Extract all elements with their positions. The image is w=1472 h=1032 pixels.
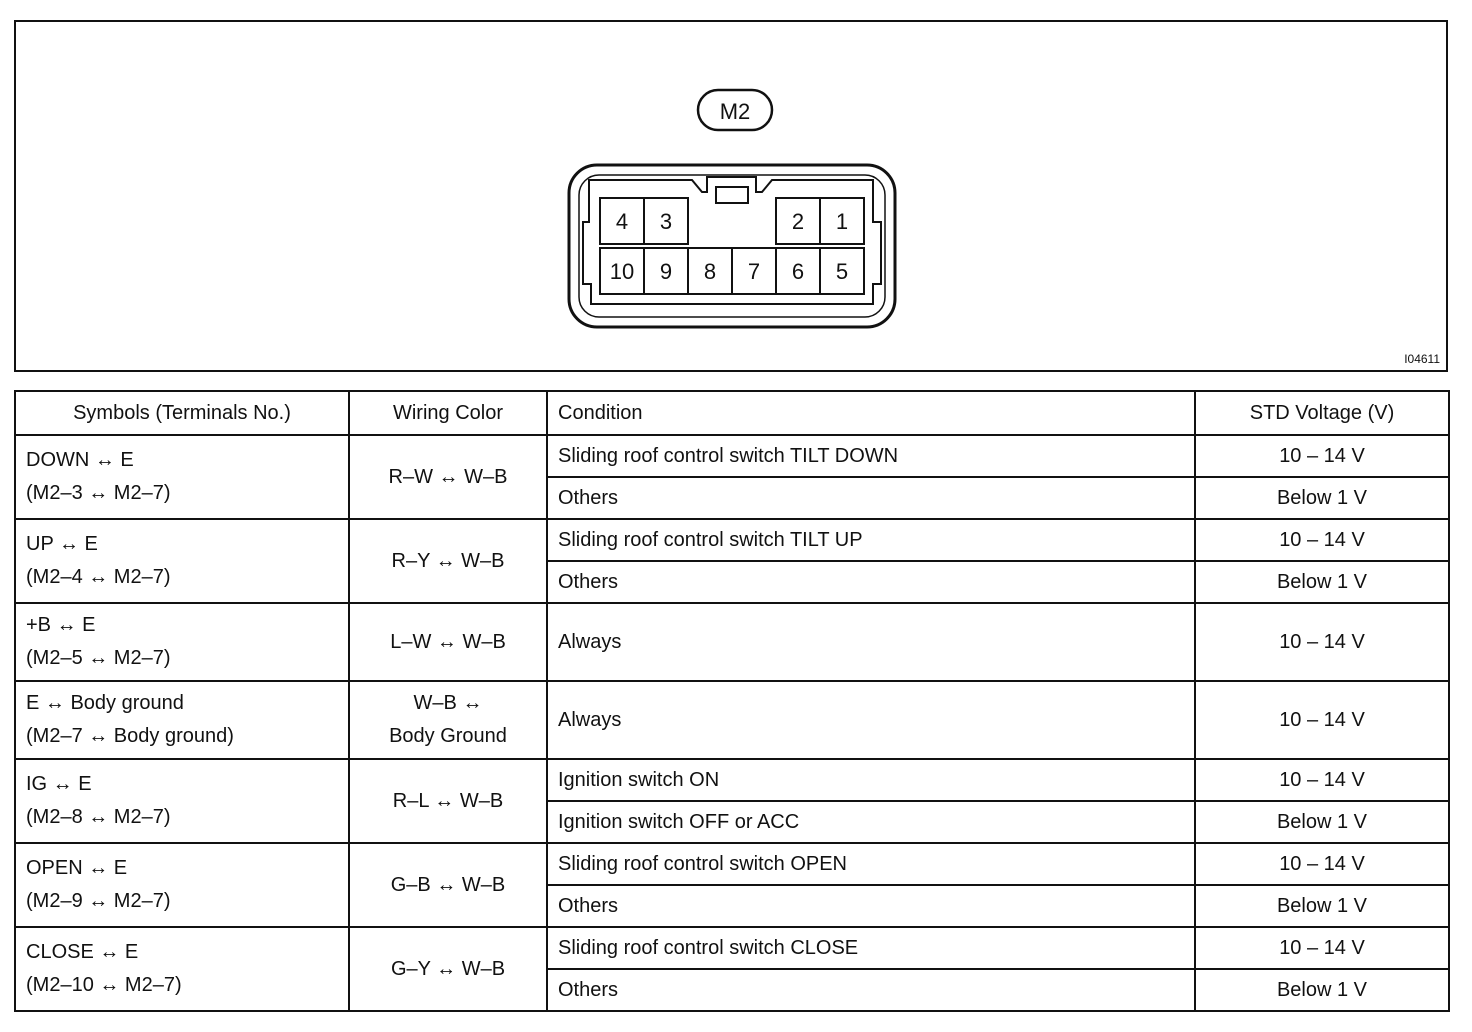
- std-voltage-cell: 10 – 14 V: [1195, 681, 1449, 759]
- condition-cell: Others: [547, 885, 1195, 927]
- condition-cell: Sliding roof control switch OPEN: [547, 843, 1195, 885]
- wiring-color-cell: [349, 927, 547, 1011]
- std-voltage-cell: Below 1 V: [1195, 561, 1449, 603]
- table-row: [15, 759, 1449, 801]
- terminal-number: 1: [835, 209, 849, 234]
- wiring-color: L–W ↔ W–B: [390, 630, 506, 653]
- voltage-spec-table: [14, 390, 1450, 1012]
- wiring-color: G–Y ↔ W–B: [390, 957, 506, 980]
- terminal-number: 6: [791, 259, 805, 284]
- symbol-cell: [15, 603, 349, 681]
- connector-label: M2: [719, 99, 751, 124]
- std-voltage-cell: Below 1 V: [1195, 477, 1449, 519]
- symbol-name: DOWN ↔ E: [26, 449, 134, 471]
- figure-id: I04611: [1404, 352, 1440, 366]
- symbol-name: OPEN ↔ E: [26, 857, 128, 879]
- std-voltage-cell: 10 – 14 V: [1195, 927, 1449, 969]
- condition-cell: Sliding roof control switch TILT UP: [547, 519, 1195, 561]
- table-body: [15, 435, 1449, 1011]
- header-symbols: Symbols (Terminals No.): [15, 391, 349, 435]
- terminal-number: 8: [703, 259, 717, 284]
- symbol-cell: [15, 519, 349, 603]
- wiring-color-cell: [349, 435, 547, 519]
- wiring-color-cell: [349, 519, 547, 603]
- terminal-number: 4: [615, 209, 629, 234]
- terminal-numbers: (M2–10 ↔ M2–7): [26, 974, 182, 996]
- terminal-numbers: (M2–7 ↔ Body ground): [26, 725, 234, 747]
- std-voltage-cell: 10 – 14 V: [1195, 759, 1449, 801]
- condition-cell: Ignition switch OFF or ACC: [547, 801, 1195, 843]
- wiring-color-cell: [349, 759, 547, 843]
- wiring-color-cell: [349, 681, 547, 759]
- symbol-name: E ↔ Body ground: [26, 692, 184, 714]
- std-voltage-cell: 10 – 14 V: [1195, 519, 1449, 561]
- condition-cell: Others: [547, 477, 1195, 519]
- symbol-cell: [15, 927, 349, 1011]
- symbol-name: IG ↔ E: [26, 773, 92, 795]
- terminal-numbers: (M2–9 ↔ M2–7): [26, 890, 171, 912]
- connector-housing-outer: [569, 165, 895, 327]
- condition-cell: Sliding roof control switch CLOSE: [547, 927, 1195, 969]
- connector-diagram-panel: [14, 20, 1448, 372]
- wiring-color-cell: [349, 843, 547, 927]
- symbol-name: CLOSE ↔ E: [26, 941, 139, 963]
- condition-cell: Always: [547, 681, 1195, 759]
- terminal-number: 3: [659, 209, 673, 234]
- std-voltage-cell: 10 – 14 V: [1195, 435, 1449, 477]
- wiring-color-cell: [349, 603, 547, 681]
- connector-housing-inner: [579, 175, 885, 317]
- header-wiring-color: Wiring Color: [349, 391, 547, 435]
- symbol-name: +B ↔ E: [26, 614, 96, 636]
- table-row: [15, 519, 1449, 561]
- symbol-name: UP ↔ E: [26, 533, 98, 555]
- wiring-color: R–W ↔ W–B: [388, 465, 508, 488]
- terminal-numbers: (M2–5 ↔ M2–7): [26, 647, 171, 669]
- condition-cell: Always: [547, 603, 1195, 681]
- table-row: [15, 603, 1449, 681]
- symbol-cell: [15, 435, 349, 519]
- terminal-number: 2: [791, 209, 805, 234]
- condition-cell: Sliding roof control switch TILT DOWN: [547, 435, 1195, 477]
- condition-cell: Others: [547, 969, 1195, 1011]
- header-std-voltage: STD Voltage (V): [1195, 391, 1449, 435]
- condition-cell: Others: [547, 561, 1195, 603]
- terminal-number: 10: [609, 259, 635, 284]
- wiring-color: W–B ↔: [413, 692, 483, 714]
- terminal-numbers: (M2–8 ↔ M2–7): [26, 806, 171, 828]
- header-condition: Condition: [547, 391, 1195, 435]
- condition-cell: Ignition switch ON: [547, 759, 1195, 801]
- table-row: [15, 435, 1449, 477]
- terminal-numbers: (M2–4 ↔ M2–7): [26, 566, 171, 588]
- std-voltage-cell: 10 – 14 V: [1195, 843, 1449, 885]
- wiring-color-line2: Body Ground: [389, 725, 507, 747]
- std-voltage-cell: 10 – 14 V: [1195, 603, 1449, 681]
- wiring-color: G–B ↔ W–B: [390, 873, 506, 896]
- terminal-numbers: (M2–3 ↔ M2–7): [26, 482, 171, 504]
- table-row: [15, 681, 1449, 759]
- table-row: [15, 927, 1449, 969]
- table-row: [15, 843, 1449, 885]
- terminal-number: 7: [747, 259, 761, 284]
- symbol-cell: [15, 681, 349, 759]
- terminal-number: 5: [835, 259, 849, 284]
- wiring-color: R–L ↔ W–B: [392, 789, 504, 812]
- std-voltage-cell: Below 1 V: [1195, 969, 1449, 1011]
- table-header-row: [15, 391, 1449, 435]
- wiring-color: R–Y ↔ W–B: [391, 549, 505, 572]
- std-voltage-cell: Below 1 V: [1195, 885, 1449, 927]
- std-voltage-cell: Below 1 V: [1195, 801, 1449, 843]
- connector-latch: [716, 187, 748, 203]
- connector-diagram: [16, 22, 1446, 370]
- symbol-cell: [15, 843, 349, 927]
- symbol-cell: [15, 759, 349, 843]
- terminal-number: 9: [659, 259, 673, 284]
